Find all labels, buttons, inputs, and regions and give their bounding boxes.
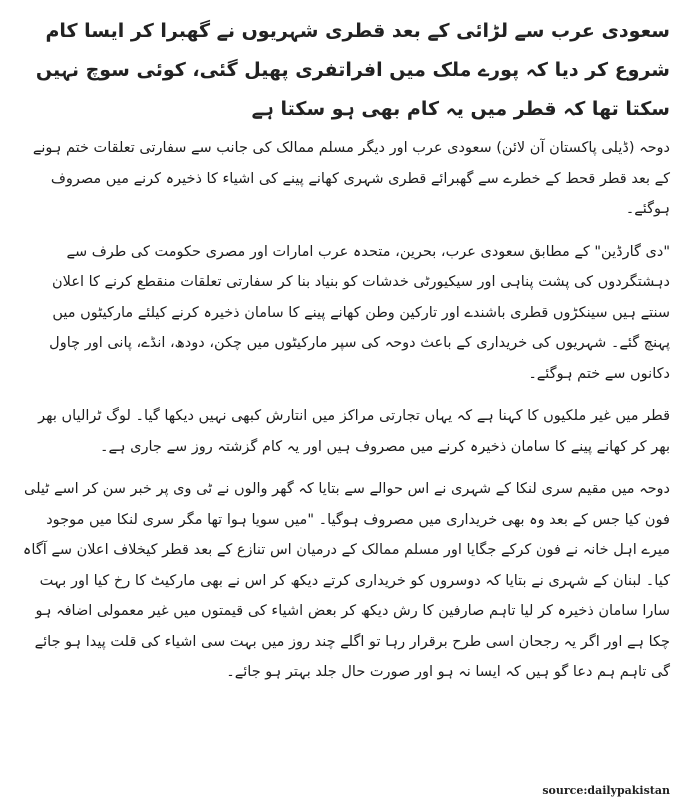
- article-paragraph-1: دوحہ (ڈیلی پاکستان آن لائن) سعودی عرب اور دیگر مسلم ممالک کی جانب سے سفارتی تعلقات ختم ہونے کے بعد قطر قحط کے خطرے سے گھبرائے قطری شہری کھانے پینے کی اشیاء کا ذخیرہ کرنے میں مصروف ہوگئے۔: [32, 140, 670, 217]
- article-headline: سعودی عرب سے لڑائی کے بعد قطری شہریوں نے گھبرا کر ایسا کام شروع کر دیا کہ پورے ملک میں افراتفری پھیل گئی، کوئی سوچ نہیں سکتا تھا کہ قطر میں یہ کام بھی ہو سکتا ہے: [35, 20, 670, 120]
- article-paragraph-2: "دی گارڈین" کے مطابق سعودی عرب، بحرین، متحدہ عرب امارات اور مصری حکومت کی طرف سے دہشتگردوں کی پشت پناہی اور سیکیورٹی خدشات کو بنیاد بنا کر سفارتی تعلقات منقطع کرنے کا اعلان سنتے ہیں سینکڑوں قطری باشندے اور تارکین وطن کھانے پینے کا سامان ذخیرہ کرنے کیلئے مارکیٹوں میں پہنچ گئے۔ شہریوں کی خریداری کے باعث دوحہ کی سپر مارکیٹوں میں چکن، دودھ، انڈے، پانی اور چاول دکانوں سے ختم ہوگئے۔: [49, 243, 670, 382]
- article-paragraph-3: قطر میں غیر ملکیوں کا کہنا ہے کہ یہاں تجارتی مراکز میں انتارش کبھی نہیں دیکھا گیا۔ لوگ ٹرالیاں بھر بھر کر کھانے پینے کا سامان ذخیرہ کرنے میں مصروف ہیں اور یہ کام گزشتہ روز سے جاری ہے۔: [38, 408, 670, 455]
- article-paragraph-4: دوحہ میں مقیم سری لنکا کے شہری نے اس حوالے سے بتایا کہ گھر والوں نے ٹی وی پر خبر سن کر اسے ٹیلی فون کیا جس کے بعد وہ بھی خریداری میں مصروف ہوگیا۔ "میں سویا ہوا تھا مگر سری لنکا میں موجود میرے اہل خانہ نے فون کرکے جگایا اور مسلم ممالک کے درمیان اس تنازع کے بعد قطر کیخلاف اعلان سے آگاہ کیا۔ لبنان کے شہری نے بتایا کہ دوسروں کو خریداری کرتے دیکھ کر اس نے بھی مارکیٹ کا رخ کیا اور بہت سارا سامان ذخیرہ کر لیا تاہم صارفین کا رش دیکھ کر بعض اشیاء کی قیمتوں میں غیر معمولی اضافہ ہو چکا ہے اور اگر یہ رجحان اسی طرح برقرار رہا تو اگلے چند روز میں بہت سی اشیاء کی قلت پیدا ہو جائے گی تاہم ہم دعا گو ہیں کہ ایسا نہ ہو اور صورت حال جلد بہتر ہو جائے۔: [22, 481, 670, 680]
- source-credit: source:dailypakistan: [542, 784, 670, 797]
